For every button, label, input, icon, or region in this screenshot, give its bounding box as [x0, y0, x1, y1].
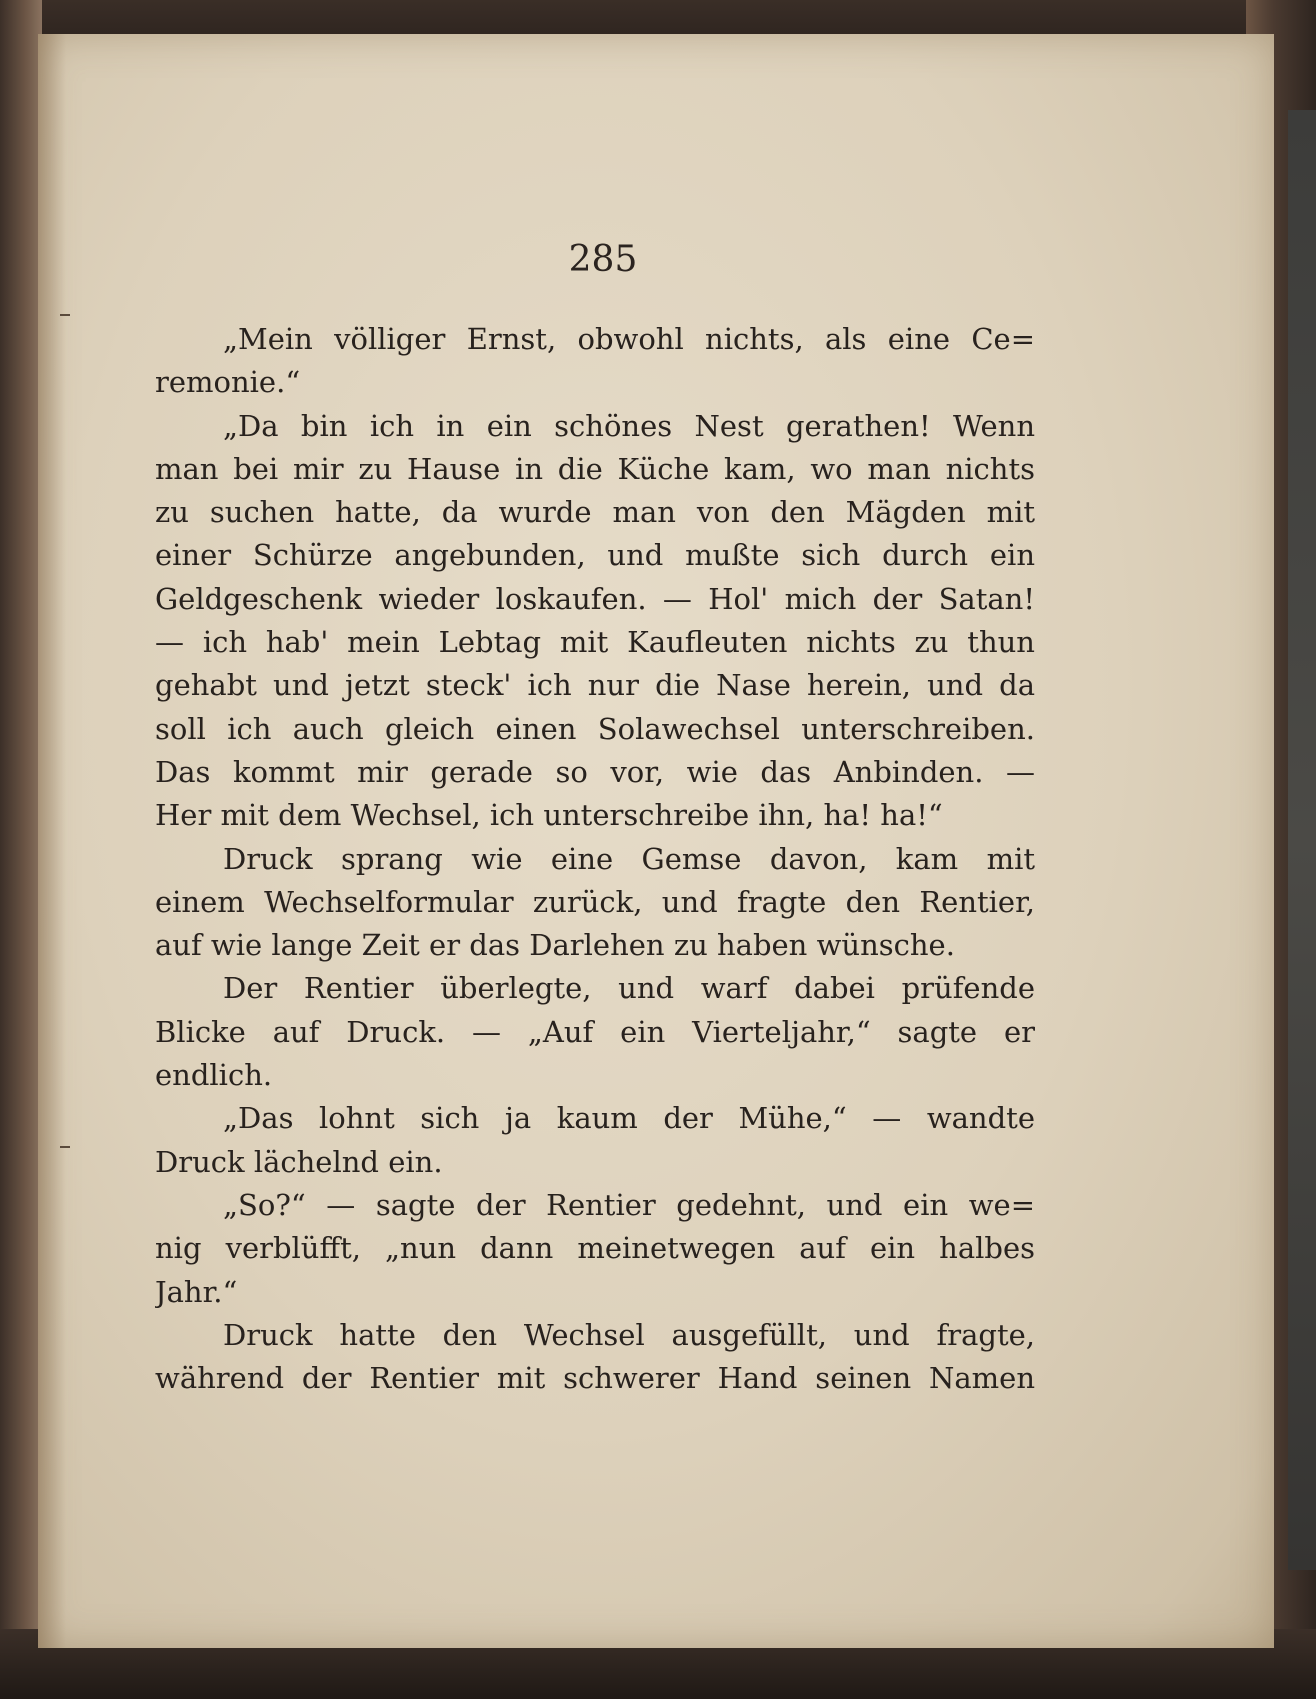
- body-text: [155, 318, 1035, 1400]
- text-line: einer Schürze angebunden, und mußte sich durch ein: [155, 538, 1035, 573]
- text-line: einem Wechselformular zurück, und fragte den Rentier,: [155, 884, 1035, 919]
- text-line: Her mit dem Wechsel, ich unterschreibe ihn, ha! ha!“: [155, 798, 943, 833]
- book-page: [38, 34, 1274, 1648]
- text-line: Geldgeschenk wieder loskaufen. — Hol' mich der Satan!: [155, 581, 1035, 616]
- text-line: soll ich auch gleich einen Solawechsel unterschreiben.: [155, 711, 1035, 746]
- text-line: während der Rentier mit schwerer Hand seinen Namen: [155, 1361, 1035, 1396]
- cover-spine-strip: [1288, 110, 1316, 1570]
- text-line: Druck lächelnd ein.: [155, 1144, 443, 1179]
- text-line: Druck hatte den Wechsel ausgefüllt, und fragte,: [223, 1317, 1035, 1352]
- text-line: „Mein völliger Ernst, obwohl nichts, als eine Ce=: [223, 322, 1035, 356]
- text-line: Druck sprang wie eine Gemse davon, kam mit: [223, 841, 1035, 876]
- page-mark: [60, 1146, 70, 1148]
- text-line: „So?“ — sagte der Rentier gedehnt, und ein we=: [223, 1187, 1035, 1222]
- page-mark: [60, 314, 70, 316]
- text-line: Das kommt mir gerade so vor, wie das Anbinden. —: [155, 754, 1035, 789]
- text-line: Der Rentier überlegte, und warf dabei prüfende: [223, 971, 1035, 1006]
- text-line: zu suchen hatte, da wurde man von den Mägden mit: [155, 495, 1035, 530]
- text-line: nig verblüfft, „nun dann meinetwegen auf ein halbes: [155, 1231, 1035, 1266]
- text-line: remonie.“: [155, 365, 301, 400]
- text-line: „Das lohnt sich ja kaum der Mühe,“ — wandte: [223, 1101, 1035, 1136]
- page-number: 285: [568, 239, 638, 280]
- text-line: auf wie lange Zeit er das Darlehen zu haben wünsche.: [155, 928, 955, 963]
- text-line: gehabt und jetzt steck' ich nur die Nase herein, und da: [155, 668, 1035, 703]
- cover-board-left: [0, 0, 42, 1699]
- text-line: Jahr.“: [155, 1274, 238, 1309]
- text-line: Blicke auf Druck. — „Auf ein Vierteljahr,“ sagte er: [155, 1014, 1035, 1049]
- text-line: „Da bin ich in ein schönes Nest gerathen! Wenn: [223, 408, 1035, 443]
- text-line: — ich hab' mein Lebtag mit Kaufleuten nichts zu thun: [155, 625, 1035, 660]
- text-line: man bei mir zu Hause in die Küche kam, wo man nichts: [155, 451, 1035, 486]
- text-line: endlich.: [155, 1058, 273, 1093]
